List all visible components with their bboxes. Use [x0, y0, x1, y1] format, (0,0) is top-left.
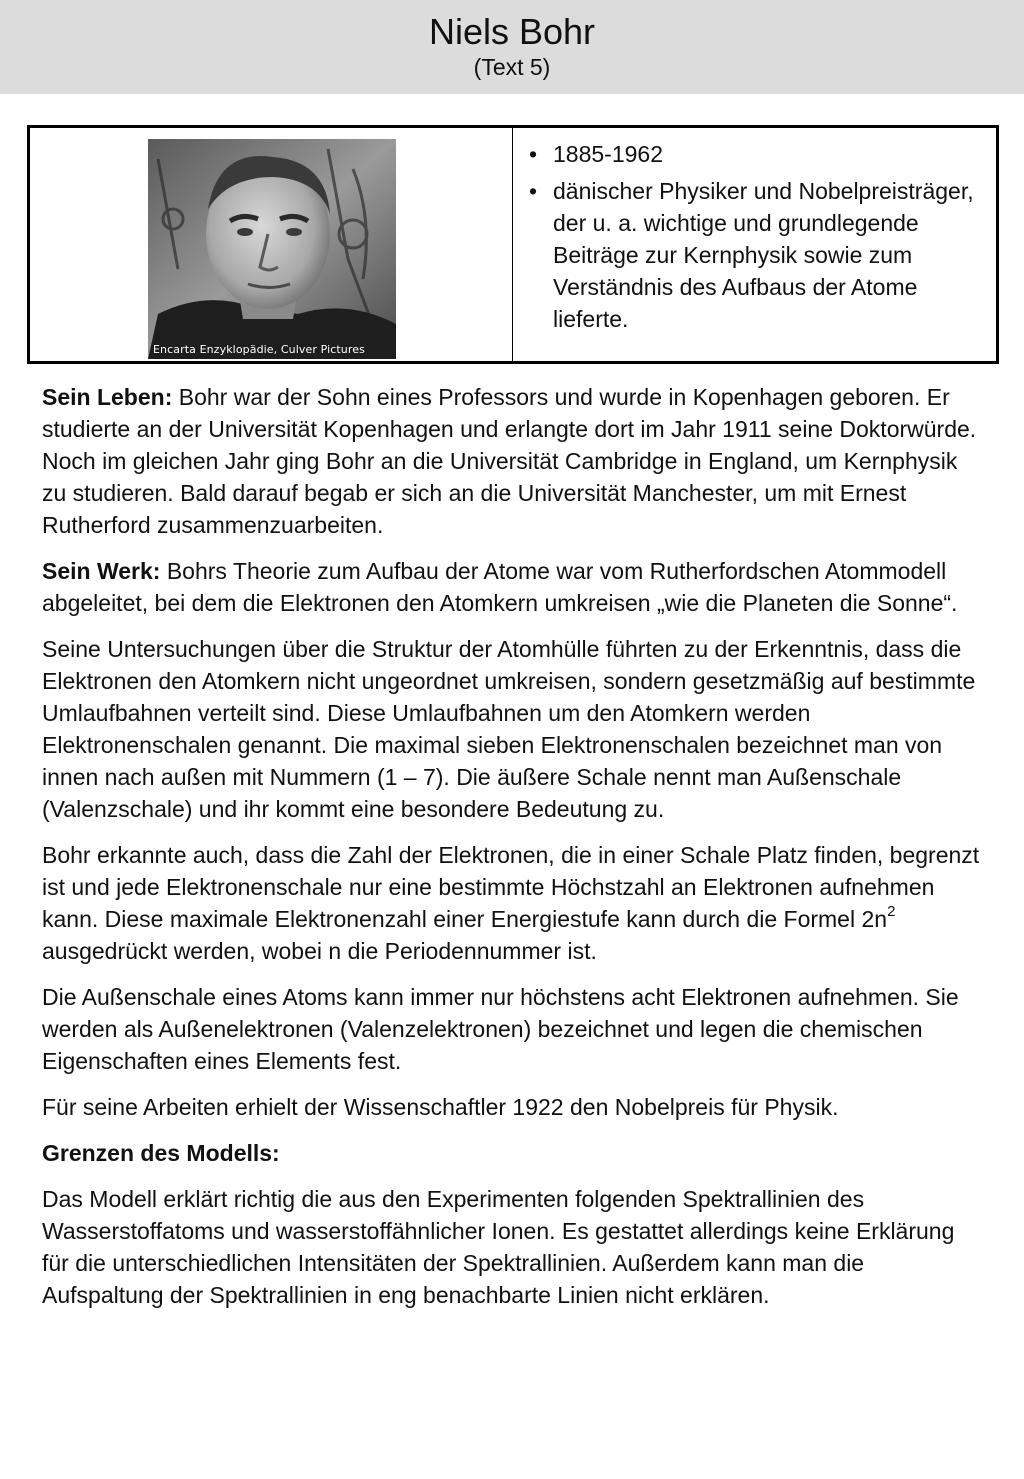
paragraph-werk [42, 555, 982, 619]
paragraph-formel [42, 839, 982, 967]
label-leben: Sein Leben: [42, 384, 173, 410]
bullet-icon: • [529, 178, 538, 204]
photo-credit: Encarta Enzyklopädie, Culver Pictures [153, 343, 365, 356]
formula-exponent: 2 [887, 903, 896, 921]
facts-cell [513, 128, 996, 361]
paragraph-aussenschale: Die Außenschale eines Atoms kann immer nur höchstens acht Elektronen aufnehmen. Sie werden als Außenelektronen (Valenzelektronen) bezeichnet und legen die chemischen Eigenschaften eines Elements fest. [42, 984, 959, 1074]
text-formel-before: Bohr erkannte auch, dass die Zahl der Elektronen, die in einer Schale Platz finden, begrenzt ist und jede Elektronenschale nur eine bestimmte Höchstzahl an Elektronen aufnehmen kann. Diese maximale Elektronenzahl einer Energiestufe kann durch die Formel 2n [42, 842, 980, 932]
fact-item [525, 175, 976, 335]
paragraph-nobelpreis: Für seine Arbeiten erhielt der Wissenschaftler 1922 den Nobelpreis für Physik. [42, 1094, 839, 1120]
paragraph-grenzen: Das Modell erklärt richtig die aus den Experimenten folgenden Spektrallinien des Wasserstoffatoms und wasserstoffähnlicher Ionen. Es gestattet allerdings keine Erklärung für die unterschiedlichen Intensitäten der Spektrallinien. Außerdem kann man die Aufspaltung der Spektrallinien in eng benachbarte Linien nicht erklären. [42, 1186, 955, 1308]
photo-cell [30, 128, 513, 361]
text-werk: Bohrs Theorie zum Aufbau der Atome war vom Rutherfordschen Atommodell abgeleitet, bei dem die Elektronen den Atomkern umkreisen „wie die Planeten die Sonne“. [42, 558, 958, 616]
fact-lifespan: 1885-1962 [553, 141, 663, 167]
fact-description: dänischer Physiker und Nobelpreisträger, der u. a. wichtige und grundlegende Beiträge zur Kernphysik sowie zum Verständnis des Aufbaus der Atome lieferte. [553, 178, 974, 332]
page-header [0, 0, 1024, 94]
heading-grenzen [42, 1137, 982, 1169]
paragraph-untersuchungen: Seine Untersuchungen über die Struktur der Atomhülle führten zu der Erkenntnis, dass die Elektronen den Atomkern nicht ungeordnet umkreisen, sondern gesetzmäßig auf bestimmte Umlaufbahnen verteilt sind. Diese Umlaufbahnen um den Atomkern werden Elektronenschalen genannt. Die maximal sieben Elektronenschalen bezeichnet man von innen nach außen mit Nummern (1 – 7). Die äußere Schale nennt man Außenschale (Valenzschale) und ihr kommt eine besondere Bedeutung zu. [42, 636, 976, 822]
text-formel-after: ausgedrückt werden, wobei n die Periodennummer ist. [42, 938, 597, 964]
label-grenzen: Grenzen des Modells: [42, 1140, 280, 1166]
fact-item [525, 138, 976, 170]
portrait-photo [148, 139, 396, 359]
text-leben: Bohr war der Sohn eines Professors und wurde in Kopenhagen geboren. Er studierte an der Universität Kopenhagen und erlangte dort im Jahr 1911 seine Doktorwürde. Noch im gleichen Jahr ging Bohr an die Universität Cambridge in England, um Kernphysik zu studieren. Bald darauf begab er sich an die Universität Manchester, um mit Ernest Rutherford zusammenzuarbeiten. [42, 384, 977, 538]
portrait-image [148, 139, 396, 359]
paragraph-leben [42, 381, 982, 541]
info-box [27, 125, 999, 364]
page-title: Niels Bohr [428, 11, 596, 52]
label-werk: Sein Werk: [42, 558, 161, 584]
page-subtitle: (Text 5) [473, 54, 551, 80]
facts-list [525, 138, 976, 335]
bullet-icon: • [529, 141, 538, 167]
main-content [42, 381, 982, 1325]
